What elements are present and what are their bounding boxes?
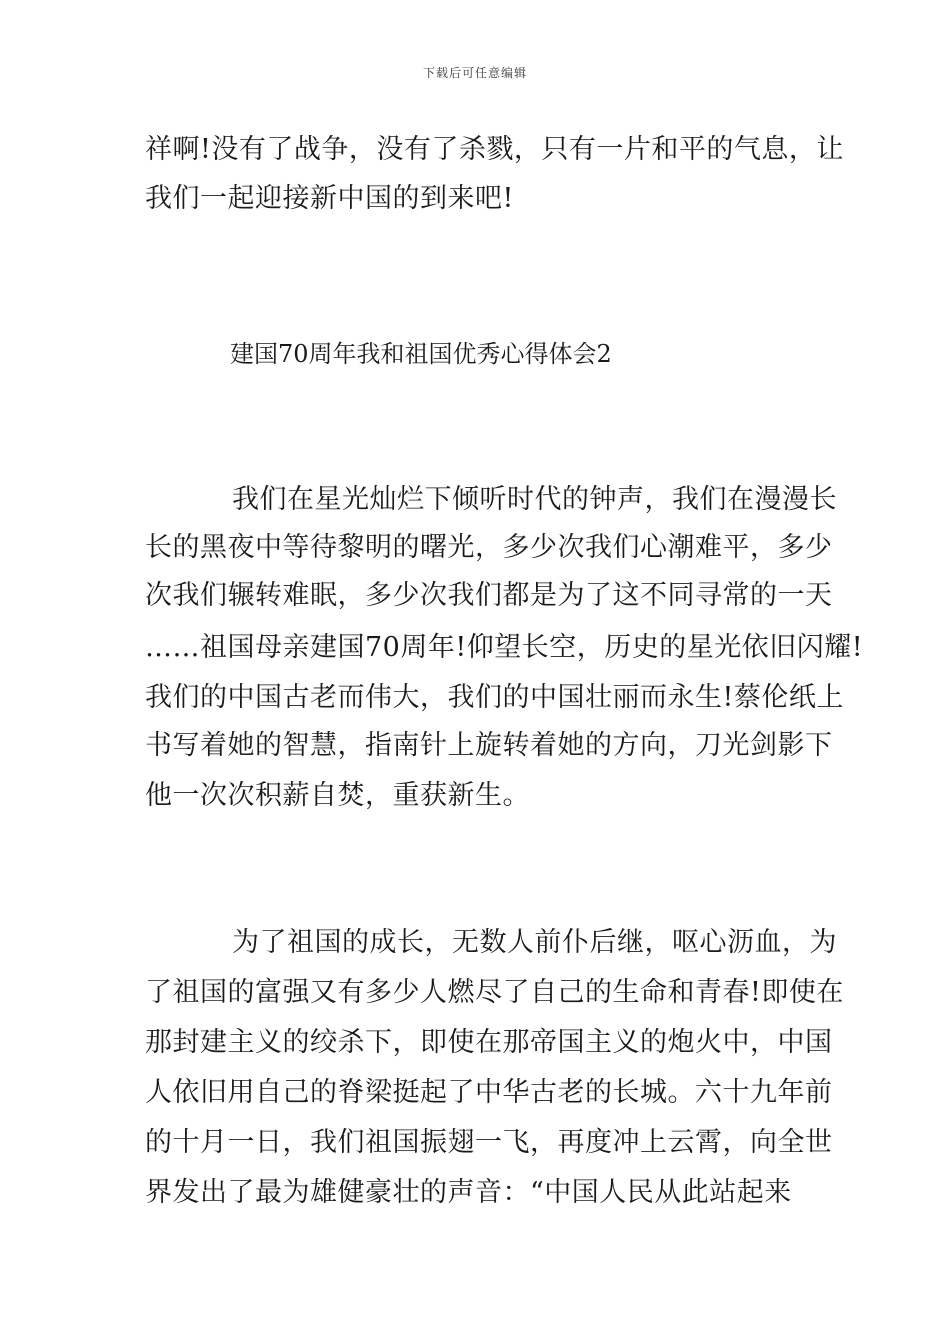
paragraph2-line-6: 界发出了最为雄健豪壮的声音：“中国人民从此站起来: [145, 1177, 792, 1208]
paragraph1-line-2: 长的黑夜中等待黎明的曙光，多少次我们心潮难平，多少: [145, 532, 833, 563]
paragraph2-line-5: 的十月一日，我们祖国振翅一飞，再度冲上云霄，向全世: [145, 1127, 833, 1158]
paragraph2-line-1: 为了祖国的成长，无数人前仆后继，呕心沥血，为: [232, 927, 837, 958]
paragraph1-line-5: 我们的中国古老而伟大，我们的中国壮丽而永生!蔡伦纸上: [145, 682, 844, 713]
paragraph1-line-7: 他一次次积薪自焚，重获新生。: [145, 780, 530, 811]
paragraph1-line-3: 次我们辗转难眠，多少次我们都是为了这不同寻常的一天: [145, 580, 833, 611]
section-title: 建国70周年我和祖国优秀心得体会2: [230, 340, 612, 368]
intro-line-2: 我们一起迎接新中国的到来吧!: [145, 183, 514, 214]
paragraph1-line-4: ……祖国母亲建国70周年!仰望长空，历史的星光依旧闪耀!: [145, 632, 864, 663]
paragraph2-line-4: 人依旧用自己的脊梁挺起了中华古老的长城。六十九年前: [145, 1077, 833, 1108]
paragraph2-line-2: 了祖国的富强又有多少人燃尽了自己的生命和青春!即使在: [145, 977, 844, 1008]
paragraph1-line-6: 书写着她的智慧，指南针上旋转着她的方向，刀光剑影下: [145, 730, 833, 761]
intro-line-1: 祥啊!没有了战争，没有了杀戮，只有一片和平的气息，让: [145, 134, 844, 165]
paragraph1-line-1: 我们在星光灿烂下倾听时代的钟声，我们在漫漫长: [232, 484, 837, 515]
page-header: 下载后可任意编辑: [422, 66, 527, 80]
paragraph2-line-3: 那封建主义的绞杀下，即使在那帝国主义的炮火中，中国: [145, 1027, 833, 1058]
